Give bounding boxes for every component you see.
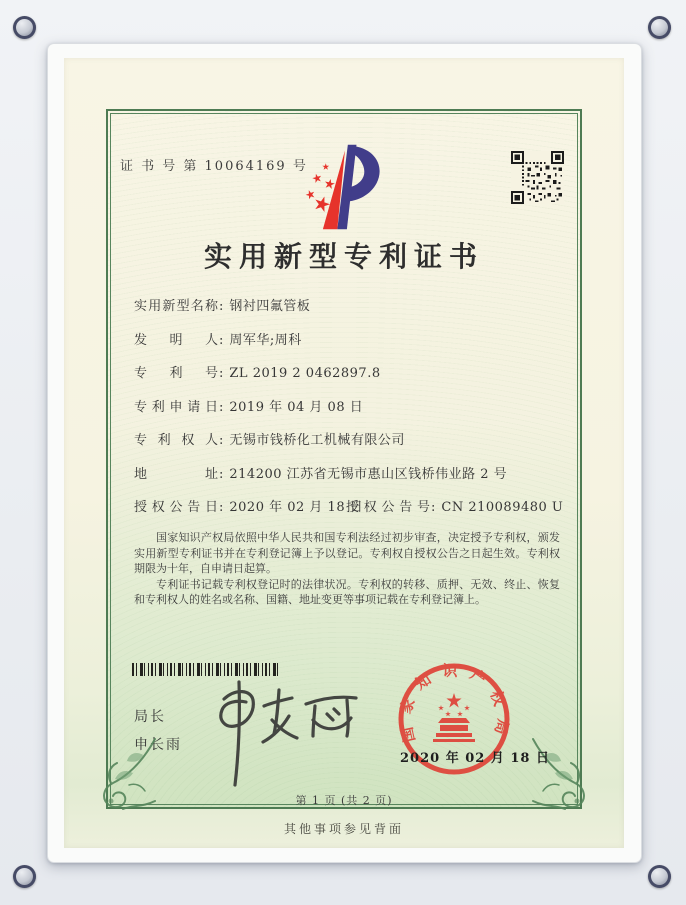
colon: : <box>219 466 224 482</box>
colon: : <box>219 366 224 381</box>
certificate-title: 实用新型专利证书 <box>203 240 484 273</box>
field-value: 周军华;周科 <box>229 332 302 348</box>
fields-block <box>134 299 564 535</box>
legal-paragraph-2: 专利证书记载专利权登记时的法律状况。专利权的转移、质押、无效、终止、恢复和专利权人的姓名或名称、国籍、地址变更等事项记载在专利登记簿上。 <box>134 577 560 606</box>
field-row-inventor <box>134 334 556 347</box>
field-row-grant <box>134 500 564 515</box>
field-row-patent-no <box>134 367 556 380</box>
field-row-filing-date <box>134 401 556 414</box>
field-row-name <box>134 300 556 313</box>
field-value: 钢衬四氟管板 <box>229 299 311 314</box>
signer-title: 局长 <box>134 709 166 725</box>
field-label: 专利权人 <box>134 433 218 448</box>
field-value: ZL 2019 2 0462897.8 <box>229 366 381 381</box>
colon: : <box>219 332 224 348</box>
field-value: CN 210089480 U <box>441 500 564 515</box>
corner-pin-top-right <box>648 16 671 39</box>
corner-pin-bottom-right <box>648 865 671 888</box>
field-label: 实用新型名称 <box>134 299 218 314</box>
field-label: 专利号 <box>134 366 218 381</box>
corner-pin-bottom-left <box>13 865 36 888</box>
colon: : <box>219 433 224 448</box>
field-value: 2019 年 04 月 08 日 <box>229 399 364 415</box>
colon: : <box>219 299 224 314</box>
corner-flourish-left <box>99 735 159 813</box>
corner-pin-top-left <box>13 16 36 39</box>
colon: : <box>219 399 224 415</box>
legal-text <box>134 530 560 608</box>
field-row-patentee <box>134 434 556 447</box>
director-signature <box>206 675 366 793</box>
certificate-frame <box>106 109 582 809</box>
field-label: 授权公告号 <box>346 500 430 515</box>
field-label: 授权公告日 <box>134 500 218 515</box>
national-emblem-icon <box>433 693 475 742</box>
certificate-card <box>47 43 642 863</box>
back-note: 其他事项参见背面 <box>283 822 404 836</box>
legal-paragraph-1: 国家知识产权局依照中华人民共和国专利法经过初步审查，决定授予专利权，颁发实用新型专利证书并在专利登记簿上予以登记。专利权自授权公告之日起生效。专利权期限为十年，自申请日起算。 <box>134 531 560 575</box>
field-label: 发明人 <box>134 332 218 348</box>
cnipa-patent-logo-icon <box>296 139 392 235</box>
field-value: 214200 江苏省无锡市惠山区钱桥伟业路 2 号 <box>229 466 508 482</box>
field-value: 2020 年 02 月 18 日 <box>229 500 364 515</box>
seal-date: 2020 年 02 月 18 日 <box>400 751 550 766</box>
grant-number-pair <box>346 501 563 514</box>
certificate-number: 证 书 号 第 10064169 号 <box>120 159 308 174</box>
field-row-address <box>134 468 556 481</box>
field-value: 无锡市钱桥化工机械有限公司 <box>229 433 405 448</box>
qr-code-icon <box>511 151 564 204</box>
field-label: 专利申请日 <box>134 399 218 415</box>
page-number: 第 1 页 (共 2 页) <box>295 794 393 807</box>
signer-name: 申长雨 <box>134 737 182 753</box>
field-label: 地址 <box>134 466 218 482</box>
colon: : <box>431 500 436 515</box>
certificate-paper <box>64 58 624 848</box>
seal-ring-text: 国家知识产权局 <box>395 661 513 748</box>
colon: : <box>219 500 224 515</box>
